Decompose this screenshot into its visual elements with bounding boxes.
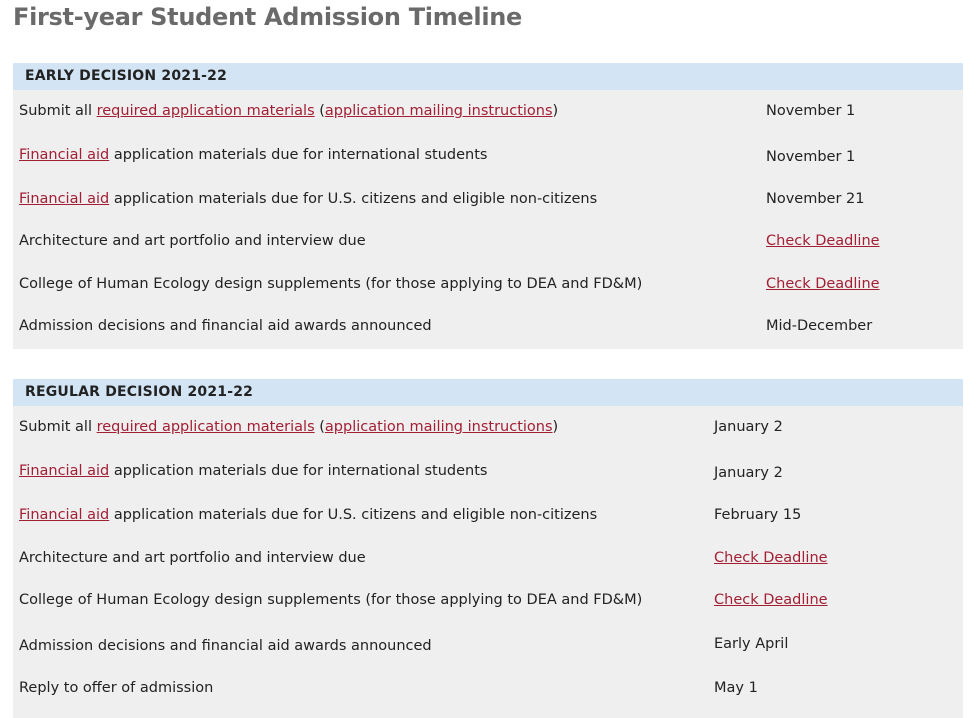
mailing-instructions-link[interactable]: application mailing instructions <box>324 419 553 435</box>
check-deadline-link[interactable]: Check Deadline <box>714 550 828 566</box>
regular-decision-heading: REGULAR DECISION 2021-22 <box>13 379 963 406</box>
check-deadline-link[interactable]: Check Deadline <box>714 592 828 608</box>
early-date-fa-international: November 1 <box>766 149 856 165</box>
required-materials-link[interactable]: required application materials <box>96 419 315 435</box>
early-decision-section: EARLY DECISION 2021-22 Submit all required application materials (application mailing instructions) November 1 Financial aid application materials due for international students November 1 Financial aid application materials due for U.S. citizens and eligible non-citizens November 21 Architecture and art portfolio and interview due Check Deadline College of Human Ecology design supplements (for those applying to DEA and FD&M) Check Deadline Admission decisions and financial aid awards announced Mid-December <box>13 63 963 349</box>
financial-aid-link[interactable]: Financial aid <box>19 147 110 163</box>
early-date-decisions: Mid-December <box>766 318 873 334</box>
early-decision-heading: EARLY DECISION 2021-22 <box>13 63 963 90</box>
early-date-fa-us: November 21 <box>766 191 865 207</box>
mailing-instructions-link[interactable]: application mailing instructions <box>324 103 553 119</box>
financial-aid-link[interactable]: Financial aid <box>19 463 110 479</box>
check-deadline-link[interactable]: Check Deadline <box>766 233 880 249</box>
page-title: First-year Student Admission Timeline <box>13 3 523 31</box>
regular-date-reply: May 1 <box>714 680 758 696</box>
regular-date-fa-international: January 2 <box>714 465 783 481</box>
check-deadline-link[interactable]: Check Deadline <box>766 276 880 292</box>
early-date-submit: November 1 <box>766 103 856 119</box>
regular-date-submit: January 2 <box>714 419 783 435</box>
required-materials-link[interactable]: required application materials <box>96 103 315 119</box>
regular-date-decisions: Early April <box>714 636 789 652</box>
financial-aid-link[interactable]: Financial aid <box>19 507 110 523</box>
regular-decision-section: REGULAR DECISION 2021-22 Submit all required application materials (application mailing instructions) January 2 Financial aid application materials due for international students January 2 Financial aid application materials due for U.S. citizens and eligible non-citizens February 15 Architecture and art portfolio and interview due Check Deadline College of Human Ecology design supplements (for those applying to DEA and FD&M) Check Deadline Admission decisions and financial aid awards announced Early April Reply to offer of admission May 1 <box>13 379 963 718</box>
financial-aid-link[interactable]: Financial aid <box>19 191 110 207</box>
regular-date-fa-us: February 15 <box>714 507 802 523</box>
